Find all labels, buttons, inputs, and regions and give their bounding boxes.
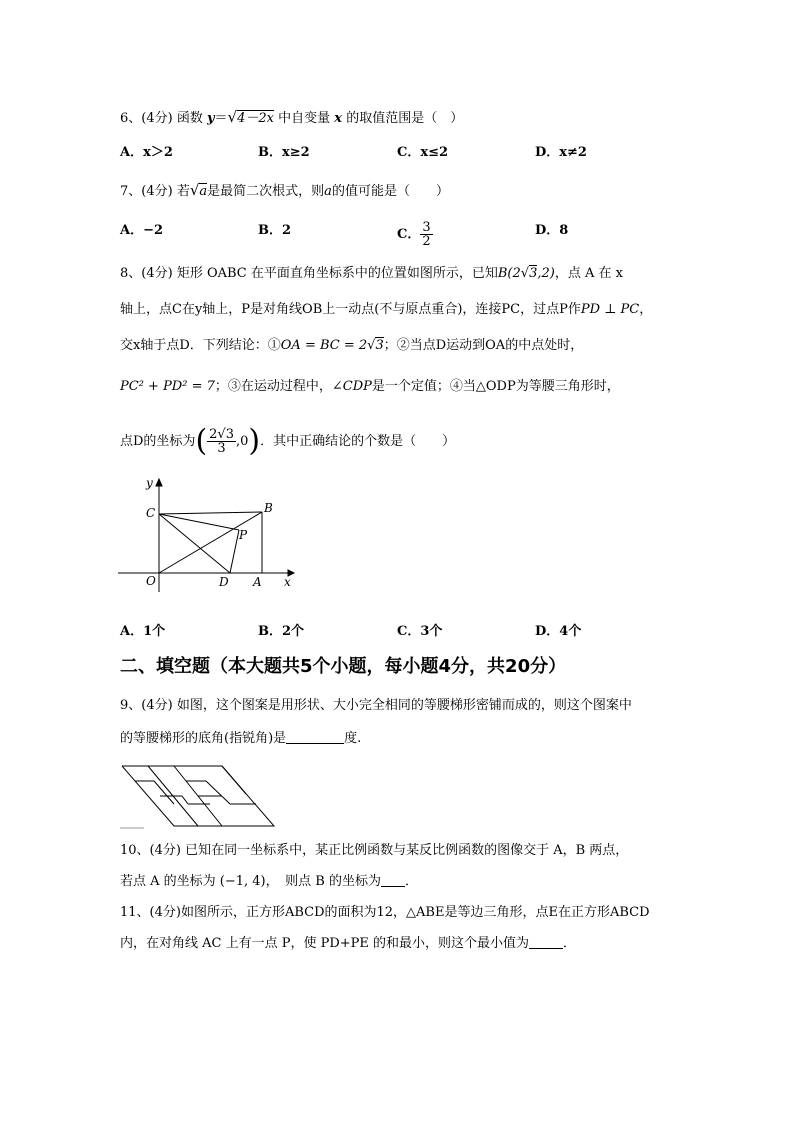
y-axis-arrow [156,479,162,486]
q10-line2: 若点 A 的坐标为 (−1, 4)， 则点 B 的坐标为 ． [120,874,418,889]
label-x: x [284,575,291,589]
q6-choice-c: C．x≤2 [397,145,449,160]
q8-figure [116,474,296,594]
q7-stem: 7、(4分) 若√a是最简二次根式，则a的值可能是（ ） [120,181,449,199]
q11-answer-blank [529,934,563,949]
q8-line3: 交x轴于点D．下列结论：①OA = BC = 2√3；②当点D运动到OA的中点处时， [120,338,584,353]
label-c: C [146,506,156,520]
q6-choice-b: B．x≥2 [258,145,310,160]
q11-line2: 内，在对角线 AC 上有一点 P，使 PD+PE 的和最小，则这个最小值为 ． [120,936,577,951]
section-title: 二、填空题（本大题共5个小题，每小题4分，共20分） [120,656,567,677]
q7-choice-c: C． $\frac{3}{2}$ [397,220,431,249]
label-d: D [219,575,229,589]
q9-line2: 的等腰梯形的底角(指锐角)是 度. [120,731,362,746]
q8-choice-c: C．3个 [397,624,443,639]
q6-choice-d: D．x≠2 [535,145,587,160]
q10-answer-blank [381,872,405,887]
q7-choice-d: D．8 [535,223,569,238]
q9-answer-blank [286,729,344,744]
label-b: B [264,501,273,515]
label-p: P [239,528,248,542]
q8-line5: 点D的坐标为( $\frac{2√3}{3}$ ,0)．其中正确结论的个数是（ ） [120,423,456,459]
q10-line1: 10、(4分) 已知在同一坐标系中，某正比例函数与某反比例函数的图像交于 A，B 两点， [120,843,629,858]
q8-line2: 轴上，点C在y轴上，P是对角线OB上一动点(不与原点重合)，连接PC，过点P作PD ⊥ PC， [120,302,653,317]
label-o: O [146,574,156,588]
segment-cd [159,514,230,573]
diagonal-ob [159,512,262,573]
q8-line4: PC² + PD² = 7；③在运动过程中，∠CDP是一个定值；④当△ODP为等腰三角形时， [120,379,620,394]
q8-choice-d: D．4个 [535,624,582,639]
q11-line1: 11、(4分)如图所示，正方形ABCD的面积为12，△ABE是等边三角形，点E在正方形ABCD [120,905,650,920]
label-a: A [253,575,262,589]
side-cb [159,512,262,514]
q8-choice-b: B．2个 [258,624,305,639]
q6-choice-a: A．x＞2 [120,145,173,160]
q7-choice-a: A．−2 [120,223,164,238]
segment-cp [159,514,239,530]
segment-pd [230,530,239,573]
label-y: y [146,476,153,490]
q8-choice-a: A．1个 [120,624,166,639]
q9-figure [118,762,278,830]
q6-stem: 6、(4分) 函数 y＝√4－2x 中自变量 x 的取值范围是（ ） [120,108,464,126]
q8-line1: 8、(4分) 矩形 OABC 在平面直角坐标系中的位置如图所示，已知B(2√3,2)，点 A 在 x [120,266,623,281]
q7-choice-b: B．2 [258,223,292,238]
q9-line1: 9、(4分) 如图，这个图案是用形状、大小完全相同的等腰梯形密铺而成的，则这个图案中 [120,698,632,713]
